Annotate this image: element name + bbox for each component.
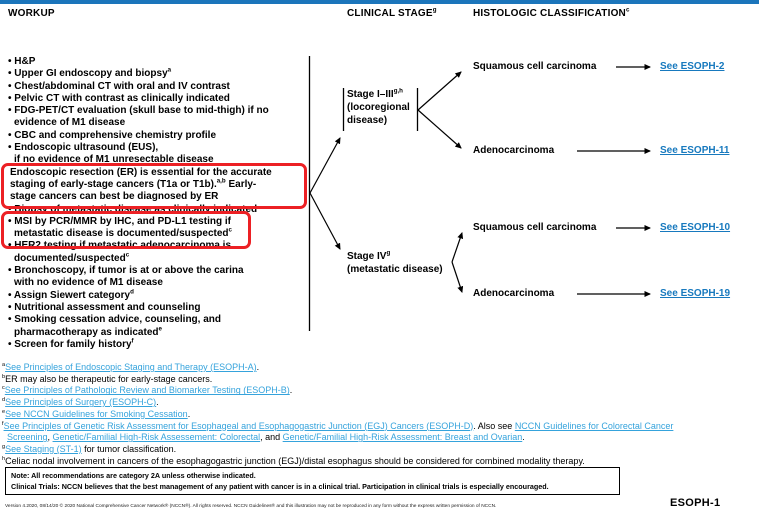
superscript: a [167,66,172,74]
histology-adeno-1: Adenocarcinoma [473,145,555,156]
workup-line: • HER2 testing if metastatic adenocarcinoma is [8,240,232,252]
arrow-stage4-adeno [452,262,462,292]
footnote-link[interactable]: See Staging (ST-1) [5,443,82,454]
arrow-to-stage1-3 [310,138,340,193]
workup-line: • Pelvic CT with contrast as clinically indicated [8,92,230,104]
arrow-stage1-adeno [418,110,461,148]
superscript: c [125,251,130,259]
footnote-link[interactable]: Screening [7,432,48,443]
footnote: $^f$See Principles of Genetic Risk Assessment for Esophageal and Esophagogastric Junction (EGJ) Cancers (ESOPH-D). Also see NCCN Guidelines for Colorectal Cancer Screening, Genetic/Familial High-Risk Assessement: Colorectal, and Genetic/Familial High-Risk Assessment: Breast and Ovarian. [2,420,674,443]
superscript: a,b [216,177,226,185]
workup-line: • Chest/abdominal CT with oral and IV contrast [8,80,230,92]
workup-line: • Biopsy of metastatic disease as clinically indicated [8,203,258,215]
note-box [5,467,620,495]
superscript: c [625,6,630,14]
footnotes [2,362,754,467]
workup-line: staging of early-stage cancers (T1a or T1b).$^{a,b}$ Early- [10,177,257,190]
footnote-link[interactable]: Genetic/Familial High-Risk Assessment: Breast and Ovarian [282,432,523,443]
footnote-link[interactable]: See NCCN Guidelines for Smoking Cessation [5,408,188,419]
footnote: $^a$See Principles of Endoscopic Staging and Therapy (ESOPH-A). [2,362,260,372]
superscript: g,h [393,87,403,95]
workup-line: • Bronchoscopy, if tumor is at or above the carina [8,265,244,277]
top-blue-bar [0,0,759,4]
workup-line: • FDG-PET/CT evaluation (skull base to mid-thigh) if no [8,105,269,117]
footnote: $^h$Celiac nodal involvement in cancers of the esophagogastric junction (EGJ)/distal esophagus should be considered for combined modality therapy. [2,455,585,466]
stage-1-3-line1: Stage I–III$^{g,h}$ [347,87,403,100]
see-esoph-19-link[interactable]: See ESOPH-19 [660,288,731,299]
superscript: e [2,408,6,415]
superscript: b [2,373,6,380]
stage-4-line1: Stage $IV^g$ [347,249,391,262]
histology-squamous-1: Squamous cell carcinoma [473,61,597,72]
workup-line: • MSI by PCR/MMR by IHC, and PD-L1 testing if [8,215,231,227]
stage-4-label [347,250,443,276]
superscript: g [386,249,391,257]
footnote: $^e$See NCCN Guidelines for Smoking Cessation. [2,408,191,419]
footnote: $^b$ER may also be therapeutic for early-stage cancers. [2,373,213,384]
stage-1-3-line2: (locoregional [347,102,410,113]
workup-line: • Upper GI endoscopy and biopsy$^a$ [8,66,172,80]
stage-4-line2: (metastatic disease) [347,264,443,275]
workup-line: metastatic disease is documented/suspected$^c$ [14,226,232,240]
workup-line: if no evidence of M1 unresectable disease [14,154,214,166]
see-esoph-11-link[interactable]: See ESOPH-11 [660,145,730,156]
footnote: $^c$See Principles of Pathologic Review and Biomarker Testing (ESOPH-B). [2,385,293,396]
superscript: g [2,443,6,450]
header-workup: WORKUP [8,8,55,19]
superscript: d [130,288,134,296]
superscript: c [2,385,5,392]
workup-line: • Nutritional assessment and counseling [8,301,201,313]
arrow-stage4-squamous [452,233,462,262]
superscript: f [2,420,4,427]
workup-line: with no evidence of M1 disease [14,277,163,289]
workup-list [0,56,310,351]
footnote: $^d$See Principles of Surgery (ESOPH-C). [2,397,159,408]
workup-line: • Screen for family history$^f$ [8,337,134,350]
superscript: f [131,337,134,345]
footnote-link[interactable]: Genetic/Familial High-Risk Assessement: Colorectal [52,432,261,443]
footnote: $^g$See Staging (ST-1) for tumor classification. [2,443,177,454]
workup-line: pharmacotherapy as indicated$^e$ [14,325,162,338]
footnote-link[interactable]: See Principles of Pathologic Review and Biomarker Testing (ESOPH-B) [4,385,290,396]
superscript: c [228,226,232,234]
header-histologic-classification: HISTOLOGIC CLASSIFICATION$^c$ [473,6,630,19]
workup-line: • Endoscopic ultrasound (EUS), [8,142,159,154]
workup-line: stage cancers can best be diagnosed by ER [10,191,219,203]
arrow-stage1-squamous [418,72,461,110]
stage-1-3-line3: disease) [347,115,388,126]
histology-adeno-2: Adenocarcinoma [473,288,555,299]
workup-line: Endoscopic resection (ER) is essential for the accurate [10,166,272,178]
workup-line: • H&P [8,56,36,67]
workup-line: documented/suspected$^c$ [14,251,130,264]
footnote-link[interactable]: NCCN Guidelines for Colorectal Cancer [514,420,674,431]
version-copyright-line: Version 4.2020, 08/14/20 © 2020 National Comprehensive Cancer Network® (NCCN®). All rights reserved. NCCN Guidelines® and this illustration may not be reproduced in any form without the express written permission of NCCN. [5,504,497,509]
page-code: ESOPH-1 [670,497,721,509]
workup-line: • Assign Siewert category$^d$ [8,288,134,301]
workup-line: • Smoking cessation advice, counseling, and [8,314,222,326]
see-esoph-2-link[interactable]: See ESOPH-2 [660,61,725,72]
note-line-1: Note: All recommendations are category 2A unless otherwise indicated. [11,471,256,480]
histology-squamous-2: Squamous cell carcinoma [473,222,597,233]
superscript: h [2,455,6,462]
header-clinical-stage: CLINICAL STAGE$^g$ [347,6,437,19]
footnote-link[interactable]: See Principles of Surgery (ESOPH-C) [5,397,157,408]
workup-line: • CBC and comprehensive chemistry profile [8,129,217,141]
workup-line: evidence of M1 disease [14,117,126,129]
stage-1-3-label [347,88,410,127]
superscript: d [2,397,6,404]
arrow-to-stage4 [310,193,340,249]
footnote-link[interactable]: See Principles of Endoscopic Staging and Therapy (ESOPH-A) [5,362,257,372]
see-esoph-10-link[interactable]: See ESOPH-10 [660,222,731,233]
footnote-link[interactable]: See Principles of Genetic Risk Assessment for Esophageal and Esophagogastric Junction (EGJ) Cancers (ESOPH-D) [3,420,474,431]
superscript: g [432,6,437,14]
note-line-2: Clinical Trials: NCCN believes that the best management of any patient with cancer is in a clinical trial. Participation in clinical trials is especially encouraged. [11,481,549,491]
superscript: a [2,362,6,368]
superscript: e [158,325,162,333]
